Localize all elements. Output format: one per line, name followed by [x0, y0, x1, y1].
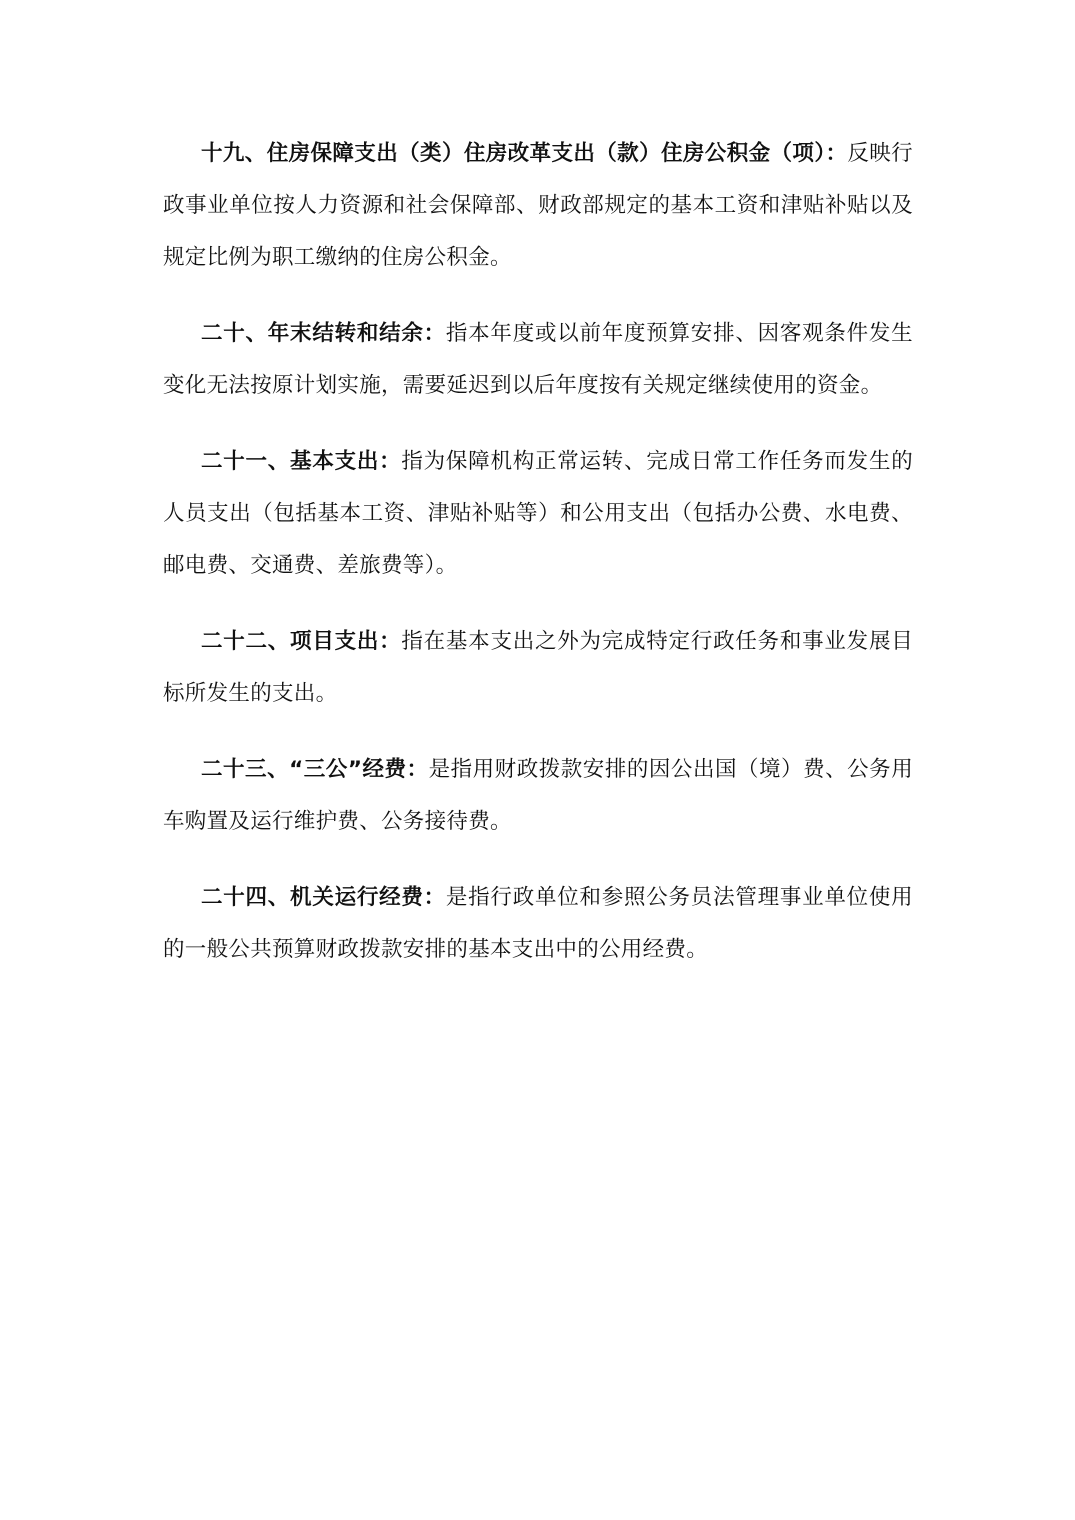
- paragraph-three-public-expenses: [163, 744, 913, 848]
- paragraph-project-expenditure: [163, 616, 913, 720]
- term-definition: 指本年度或以前年度预算安排、因客观条件发生变化无法按原计划实施，需要延迟到以后年度按有关规定继续使用的资金。: [163, 321, 913, 398]
- term-definition: 指在基本支出之外为完成特定行政任务和事业发展目标所发生的支出。: [163, 629, 914, 706]
- term-heading: 二十三、“三公”经费：: [201, 757, 429, 782]
- document-page: [163, 128, 913, 1000]
- term-heading: 十九、住房保障支出（类）住房改革支出（款）住房公积金（项）：: [201, 141, 848, 166]
- term-heading: 二十四、机关运行经费：: [201, 885, 446, 910]
- term-definition: 是指用财政拨款安排的因公出国（境）费、公务用车购置及运行维护费、公务接待费。: [163, 757, 914, 834]
- term-definition: 是指行政单位和参照公务员法管理事业单位使用的一般公共预算财政拨款安排的基本支出中的公用经费。: [163, 885, 913, 962]
- term-heading: 二十一、基本支出：: [201, 449, 402, 474]
- term-heading: 二十二、项目支出：: [201, 629, 402, 654]
- term-definition: 指为保障机构正常运转、完成日常工作任务而发生的人员支出（包括基本工资、津贴补贴等）和公用支出（包括办公费、水电费、邮电费、交通费、差旅费等）。: [163, 449, 914, 578]
- paragraph-housing-fund: [163, 128, 913, 284]
- paragraph-year-end-balance: [163, 308, 913, 412]
- term-heading: 二十、年末结转和结余：: [201, 321, 446, 346]
- paragraph-basic-expenditure: [163, 436, 913, 592]
- term-definition: 反映行政事业单位按人力资源和社会保障部、财政部规定的基本工资和津贴补贴以及规定比例为职工缴纳的住房公积金。: [163, 141, 913, 270]
- paragraph-operating-expenses: [163, 872, 913, 976]
